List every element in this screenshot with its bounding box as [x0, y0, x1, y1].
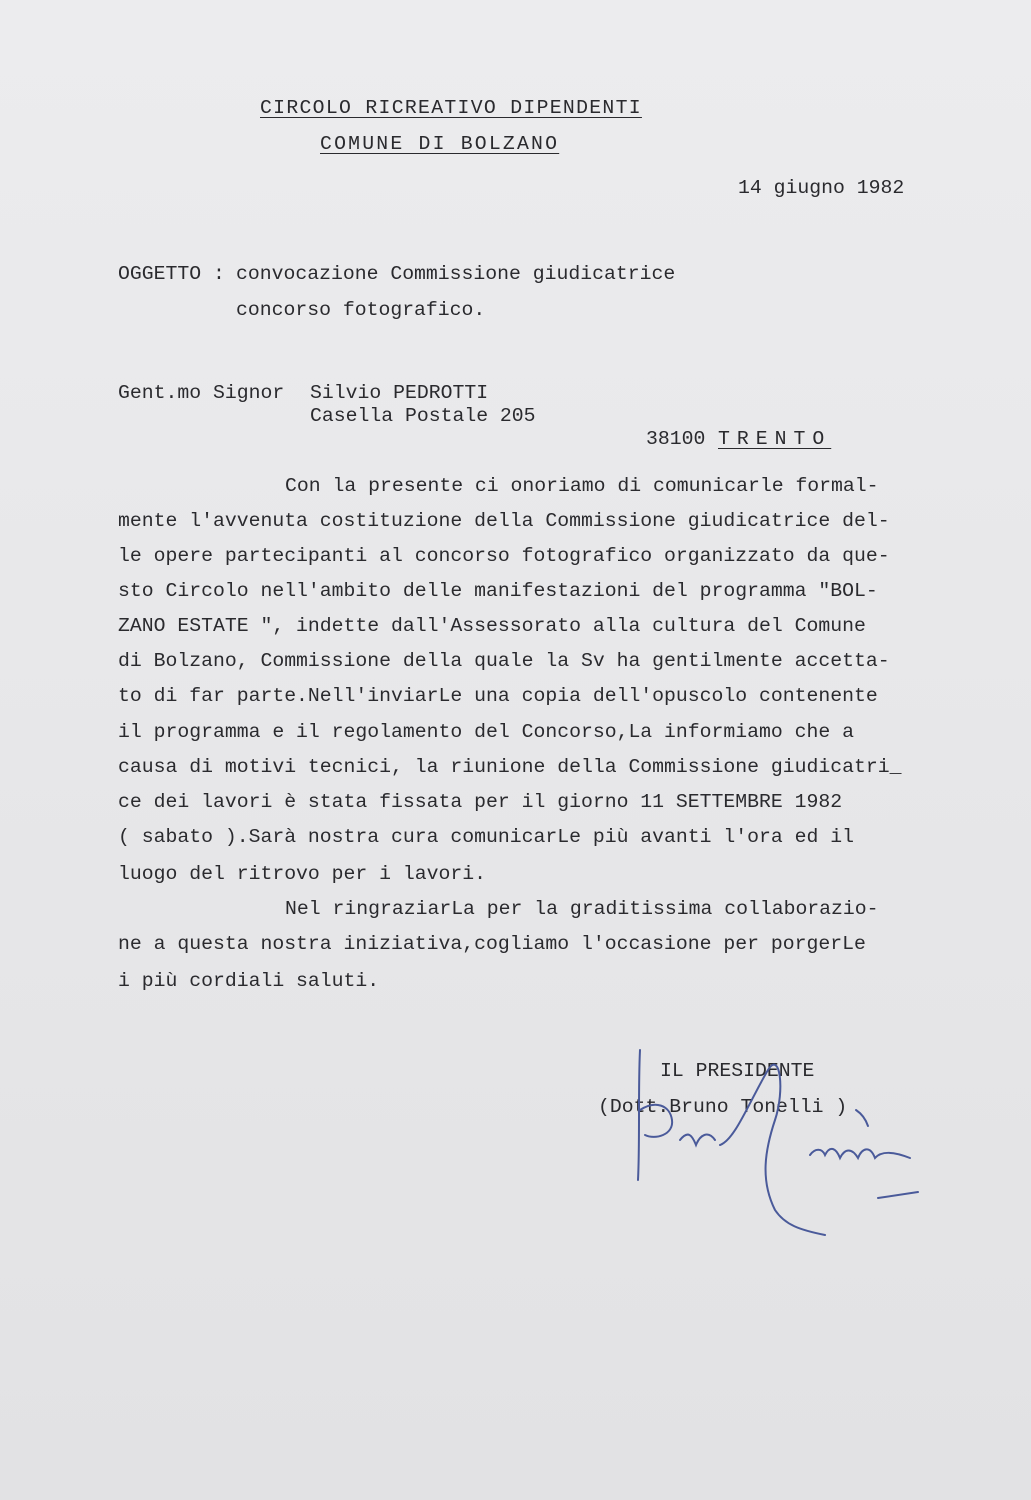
recipient-address: Casella Postale 205: [310, 405, 536, 427]
body-line: il programma e il regolamento del Concorso,La informiamo che a: [118, 721, 854, 743]
body-line: causa di motivi tecnici, la riunione della Commissione giudicatri_: [118, 756, 902, 778]
signature-title: IL PRESIDENTE: [660, 1060, 815, 1082]
recipient-postcode: 38100: [646, 428, 706, 450]
body-line: ( sabato ).Sarà nostra cura comunicarLe più avanti l'ora ed il: [118, 826, 854, 848]
body-line: di Bolzano, Commissione della quale la Sv ha gentilmente accetta-: [118, 650, 890, 672]
handwritten-signature: [600, 1030, 930, 1250]
subject-line2: concorso fotografico.: [236, 299, 486, 321]
body-line: Nel ringraziarLa per la graditissima collaborazio-: [285, 898, 879, 920]
body-line: sto Circolo nell'ambito delle manifestazioni del programma "BOL-: [118, 580, 878, 602]
body-line: ZANO ESTATE ", indette dall'Assessorato alla cultura del Comune: [118, 615, 866, 637]
body-line: luogo del ritrovo per i lavori.: [118, 863, 486, 885]
recipient-city: TRENTO: [718, 428, 832, 450]
body-line: mente l'avvenuta costituzione della Commissione giudicatrice del-: [118, 510, 890, 532]
body-line: ce dei lavori è stata fissata per il giorno 11 SETTEMBRE 1982: [118, 791, 843, 813]
letterhead-line1: CIRCOLO RICREATIVO DIPENDENTI: [260, 97, 642, 119]
body-line: to di far parte.Nell'inviarLe una copia dell'opuscolo contenente: [118, 685, 878, 707]
letter-date: 14 giugno 1982: [738, 177, 905, 199]
signature-name: (Dott.Bruno Tonelli ): [598, 1096, 848, 1118]
body-line: le opere partecipanti al concorso fotografico organizzato da que-: [118, 545, 890, 567]
letterhead-line2: COMUNE DI BOLZANO: [320, 133, 560, 155]
recipient-name: Silvio PEDROTTI: [310, 382, 489, 404]
body-line: Con la presente ci onoriamo di comunicarle formal-: [285, 475, 879, 497]
subject-line1: convocazione Commissione giudicatrice: [236, 263, 676, 285]
recipient-salutation: Gent.mo Signor: [118, 382, 285, 404]
body-line: i più cordiali saluti.: [118, 970, 380, 992]
body-line: ne a questa nostra iniziativa,cogliamo l'occasione per porgerLe: [118, 933, 866, 955]
subject-label: OGGETTO :: [118, 263, 225, 285]
